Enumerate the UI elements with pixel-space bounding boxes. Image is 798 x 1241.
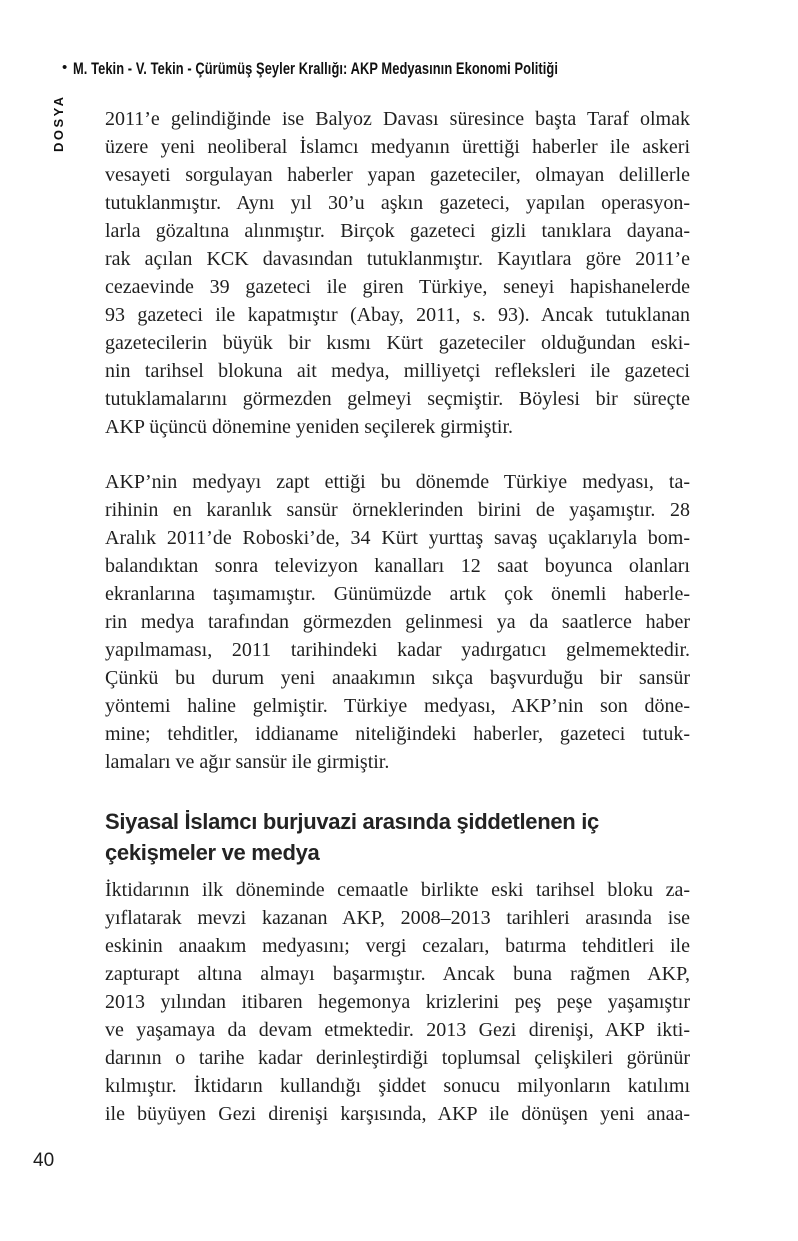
text-line: yıflatarak mevzi kazanan AKP, 2008–2013 tarihleri arasında ise — [105, 907, 690, 929]
paragraph-1 — [105, 105, 690, 441]
page-content — [105, 105, 690, 1128]
text-line: vesayeti sorgulayan haberler yapan gazeteciler, olmayan delillerle — [105, 164, 690, 186]
header-authors: M. Tekin - V. Tekin - — [73, 60, 196, 78]
text-line: tutuklamalarını görmezden gelmeyi seçmiştir. Böylesi bir süreçte — [105, 388, 690, 410]
text-line: ekranlarına taşımamıştır. Günümüzde artık çok önemli haberle- — [105, 583, 690, 605]
text-line: lamaları ve ağır sansür ile girmiştir. — [105, 751, 390, 773]
section-heading — [105, 806, 690, 868]
text-line: kılmıştır. İktidarın kullandığı şiddet sonucu milyonların katılımı — [105, 1075, 690, 1097]
text-line: yöntemi haline gelmiştir. Türkiye medyası, AKP’nin son döne- — [105, 695, 690, 717]
text-line: gazetecilerin büyük bir kısmı Kürt gazeteciler olduğundan eski- — [105, 332, 690, 354]
paragraph-3 — [105, 876, 690, 1128]
page-number: 40 — [33, 1150, 55, 1171]
text-line: AKP’nin medyayı zapt ettiği bu dönemde Türkiye medyası, ta- — [105, 471, 690, 493]
text-line: eskinin anaakım medyasını; vergi cezaları, batırma tehditleri ile — [105, 935, 690, 957]
header-book-title: Çürümüş Şeyler Krallığı: AKP Medyasının Ekonomi Politiği — [195, 60, 559, 78]
text-line: Aralık 2011’de Roboski’de, 34 Kürt yurttaş savaş uçaklarıyla bom- — [105, 527, 690, 549]
text-line: balandıktan sonra televizyon kanalları 12 saat boyunca olanları — [105, 555, 690, 577]
text-line: ve yaşamaya da devam etmektedir. 2013 Gezi direnişi, AKP ikti- — [105, 1019, 690, 1041]
text-line: larla gözaltına alınmıştır. Birçok gazeteci gizli tanıklara dayana- — [105, 220, 690, 242]
text-line: rak açılan KCK davasından tutuklanmıştır. Kayıtlara göre 2011’e — [105, 248, 690, 270]
text-line: mine; tehditler, iddianame niteliğindeki haberler, gazeteci tutuk- — [105, 723, 690, 745]
text-line: 2011’e gelindiğinde ise Balyoz Davası süresince başta Taraf olmak — [105, 108, 690, 130]
text-line: nin tarihsel blokuna ait medya, milliyetçi refleksleri ile gazeteci — [105, 360, 690, 382]
text-line: üzere yeni neoliberal İslamcı medyanın ürettiği haberler ile askeri — [105, 136, 690, 158]
section-tab-dosya: DOSYA — [51, 94, 66, 152]
bullet-icon: • — [62, 59, 68, 76]
text-line: Çünkü bu durum yeni anaakımın sıkça başvurduğu bir sansür — [105, 667, 690, 689]
text-line: cezaevinde 39 gazeteci ile giren Türkiye, seneyi hapishanelerde — [105, 276, 690, 298]
text-line: Siyasal İslamcı burjuvazi arasında şiddetlenen iç — [105, 809, 599, 834]
text-line: 93 gazeteci ile kapatmıştır (Abay, 2011, s. 93). Ancak tutuklanan — [105, 304, 690, 326]
text-line: yapılmaması, 2011 tarihindeki kadar yadırgatıcı gelmemektedir. — [105, 639, 690, 661]
text-line: rihinin en karanlık sansür örneklerinden birini de yaşamıştır. 28 — [105, 499, 690, 521]
text-line: zapturapt altına almayı başarmıştır. Ancak buna rağmen AKP, — [105, 963, 690, 985]
text-line: ile büyüyen Gezi direnişi karşısında, AKP ile dönüşen yeni anaa- — [105, 1103, 690, 1125]
text-line: darının o tarihe kadar derinleştirdiği toplumsal çelişkileri görünür — [105, 1047, 690, 1069]
running-header-text — [73, 60, 558, 78]
running-header — [62, 60, 695, 78]
text-line: çekişmeler ve medya — [105, 840, 320, 865]
text-line: rin medya tarafından görmezden gelinmesi ya da saatlerce haber — [105, 611, 690, 633]
text-line: İktidarının ilk döneminde cemaatle birlikte eski tarihsel bloku za- — [105, 879, 690, 901]
paragraph-2 — [105, 468, 690, 776]
text-line: 2013 yılından itibaren hegemonya krizlerini peş peşe yaşamıştır — [105, 991, 690, 1013]
text-line: AKP üçüncü dönemine yeniden seçilerek girmiştir. — [105, 416, 514, 438]
text-line: tutuklanmıştır. Aynı yıl 30’u aşkın gazeteci, yapılan operasyon- — [105, 192, 690, 214]
